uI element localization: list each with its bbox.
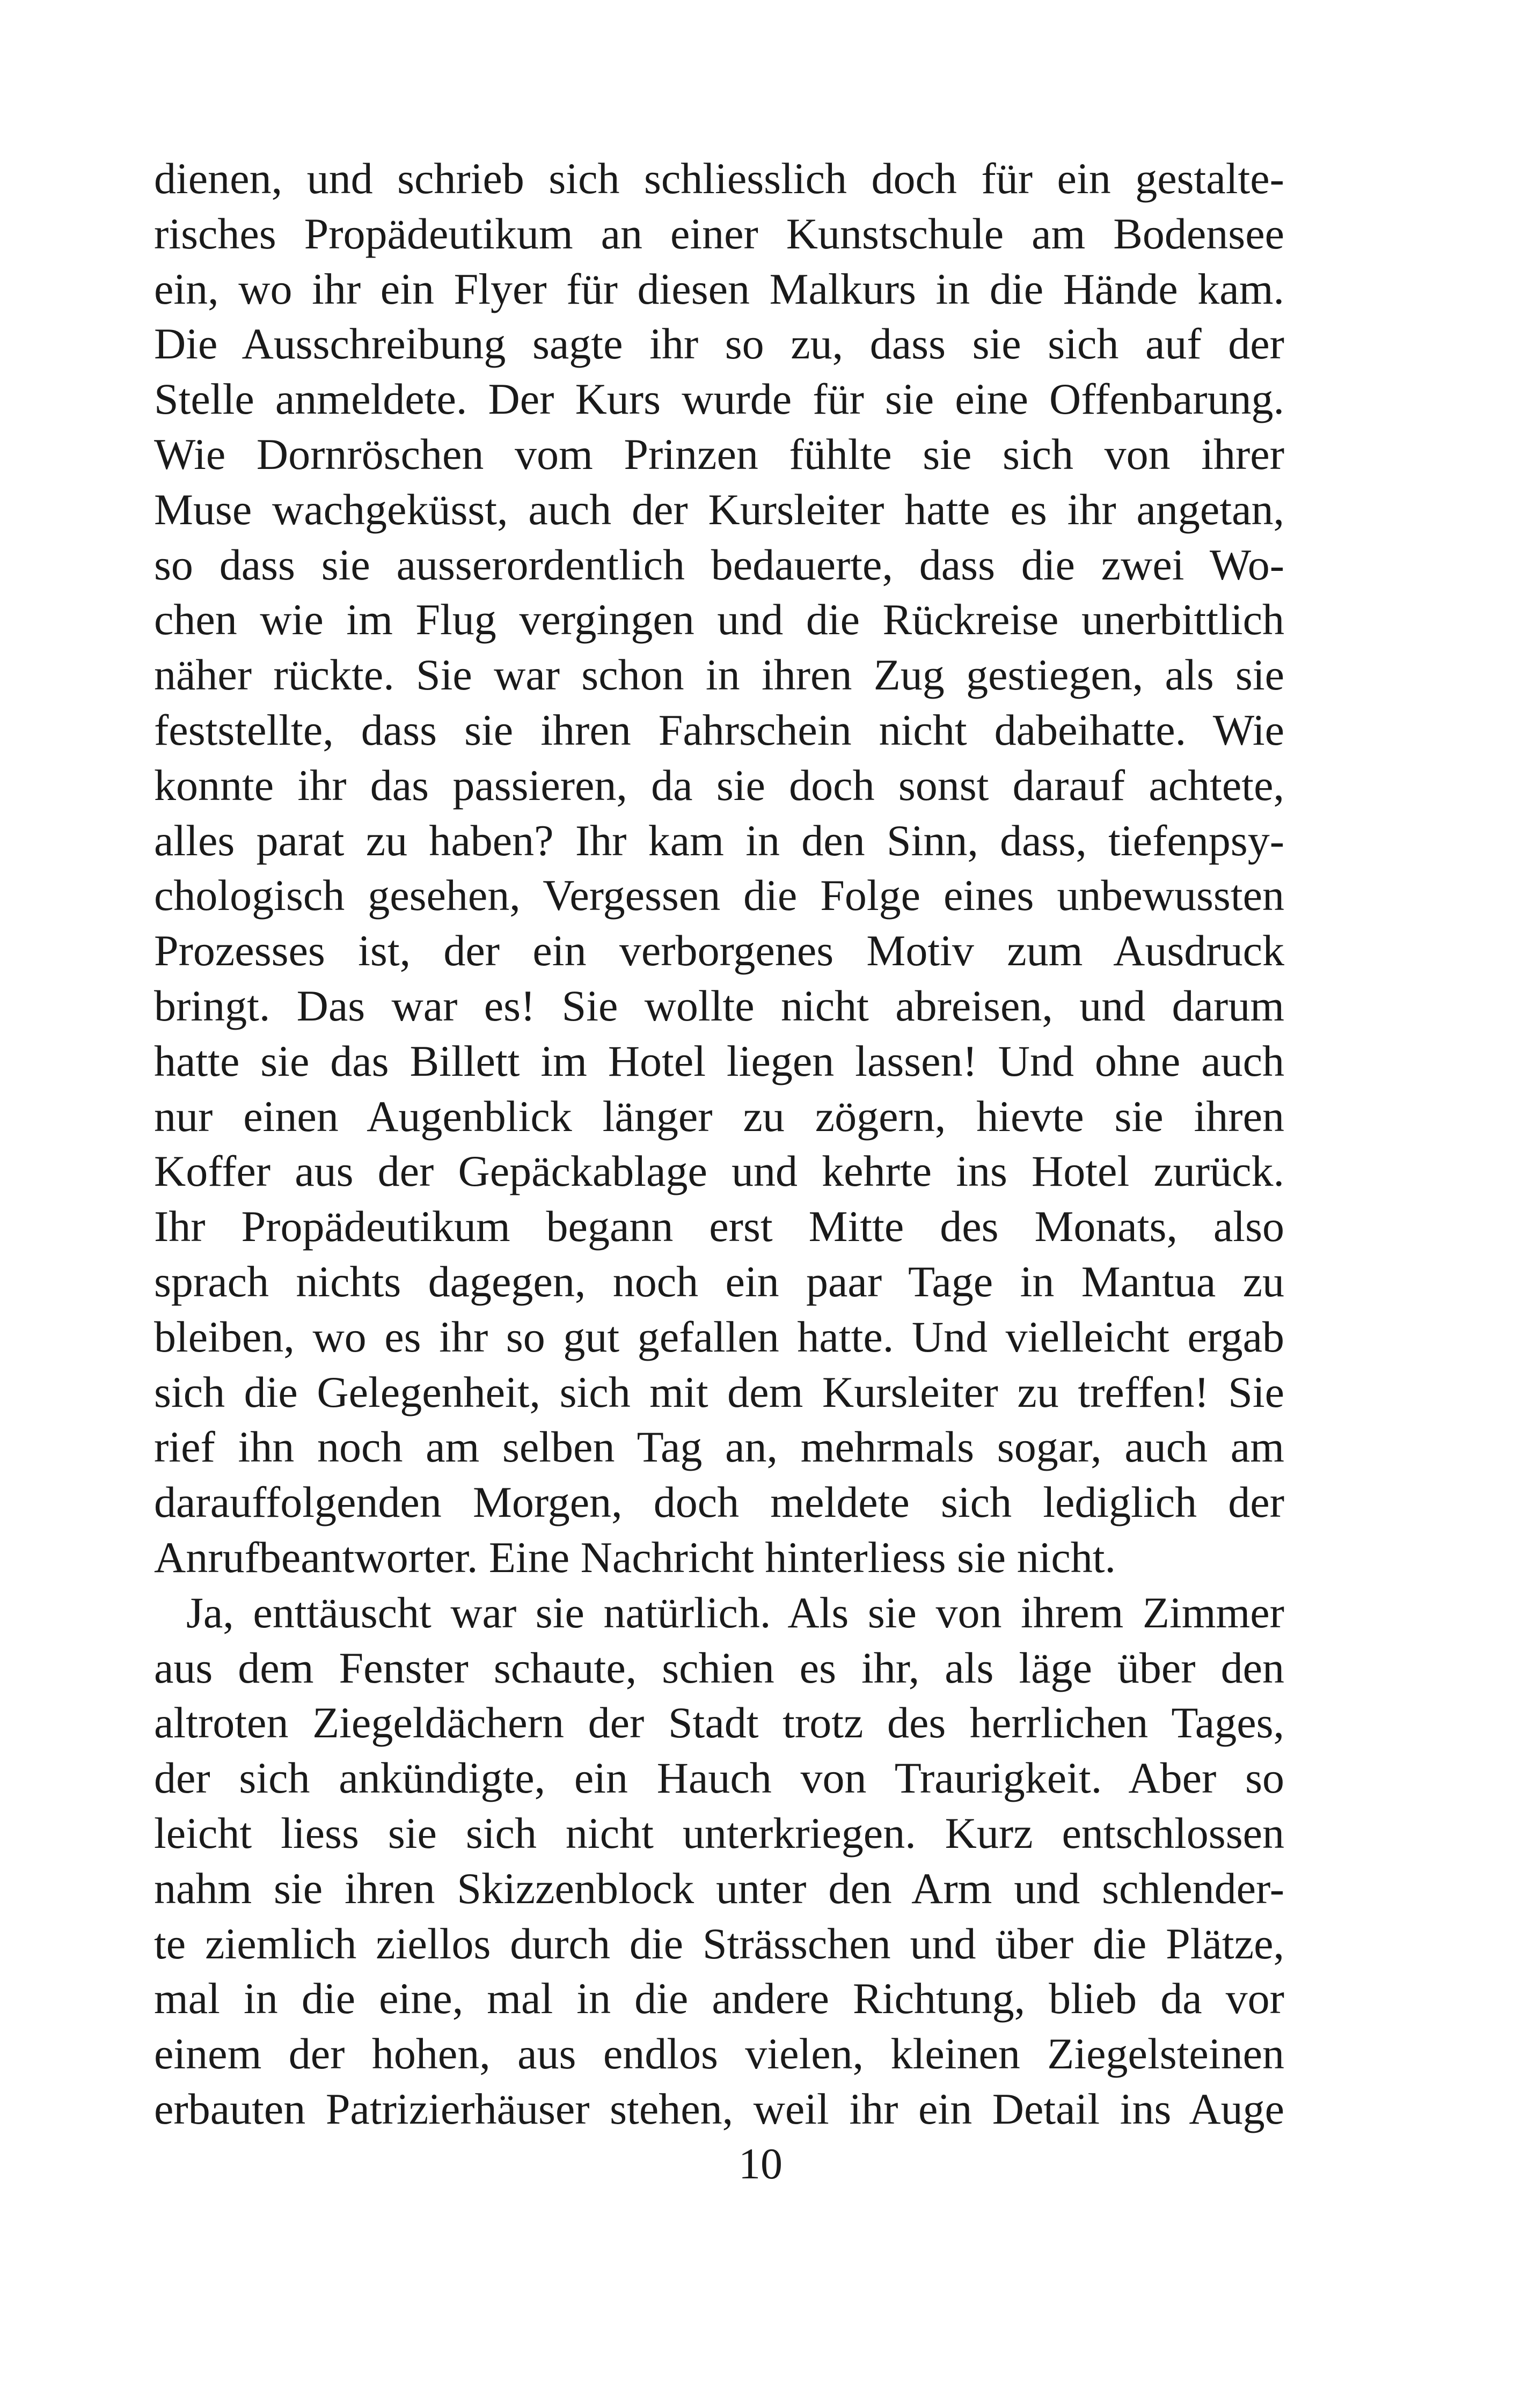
paragraph-1 xyxy=(154,151,1284,1585)
text-line: Ihr Propädeutikum begann erst Mitte des Monats, also xyxy=(154,1202,1284,1251)
text-line: feststellte, dass sie ihren Fahrschein nicht dabeihatte. Wie xyxy=(154,705,1284,754)
text-line: altroten Ziegeldächern der Stadt trotz des herrlichen Tages, xyxy=(154,1698,1284,1748)
text-line: alles parat zu haben? Ihr kam in den Sinn, dass, tiefenpsy- xyxy=(154,816,1284,865)
text-line: erbauten Patrizierhäuser stehen, weil ihr ein Detail ins Auge xyxy=(154,2084,1284,2133)
text-line: chologisch gesehen, Vergessen die Folge eines unbewussten xyxy=(154,871,1284,920)
text-line: chen wie im Flug vergingen und die Rückreise unerbittlich xyxy=(154,595,1284,644)
paragraph-2 xyxy=(154,1585,1284,2137)
text-line: konnte ihr das passieren, da sie doch sonst darauf achtete, xyxy=(154,760,1284,810)
text-line: ein, wo ihr ein Flyer für diesen Malkurs in die Hände kam. xyxy=(154,264,1284,313)
text-line: Muse wachgeküsst, auch der Kursleiter hatte es ihr angetan, xyxy=(154,484,1284,534)
text-line: näher rückte. Sie war schon in ihren Zug gestiegen, als sie xyxy=(154,650,1284,700)
text-line: rief ihn noch am selben Tag an, mehrmals sogar, auch am xyxy=(154,1422,1284,1472)
text-line: einem der hohen, aus endlos vielen, kleinen Ziegelsteinen xyxy=(154,2029,1284,2079)
body-text xyxy=(154,151,1284,2137)
text-line: Ja, enttäuscht war sie natürlich. Als sie von ihrem Zimmer xyxy=(186,1588,1284,1637)
text-line: der sich ankündigte, ein Hauch von Traurigkeit. Aber so xyxy=(154,1753,1284,1803)
text-line: darauffolgenden Morgen, doch meldete sich lediglich der xyxy=(154,1478,1284,1527)
text-line: Die Ausschreibung sagte ihr so zu, dass sie sich auf der xyxy=(154,319,1284,369)
text-line: Wie Dornröschen vom Prinzen fühlte sie sich von ihrer xyxy=(154,429,1284,479)
text-line: nur einen Augenblick länger zu zögern, hievte sie ihren xyxy=(154,1091,1284,1141)
text-line: Koffer aus der Gepäckablage und kehrte ins Hotel zurück. xyxy=(154,1147,1284,1196)
text-line: bringt. Das war es! Sie wollte nicht abreisen, und darum xyxy=(154,981,1284,1030)
text-line: leicht liess sie sich nicht unterkriegen. Kurz entschlossen xyxy=(154,1808,1284,1858)
text-line: risches Propädeutikum an einer Kunstschule am Bodensee xyxy=(154,209,1284,258)
text-line: dienen, und schrieb sich schliesslich doch für ein gestalte- xyxy=(154,154,1284,203)
text-line: sich die Gelegenheit, sich mit dem Kursleiter zu treffen! Sie xyxy=(154,1367,1284,1416)
text-line: aus dem Fenster schaute, schien es ihr, als läge über den xyxy=(154,1643,1284,1692)
text-line: nahm sie ihren Skizzenblock unter den Arm und schlender- xyxy=(154,1863,1284,1913)
text-line: mal in die eine, mal in die andere Richtung, blieb da vor xyxy=(154,1974,1284,2023)
text-line: Prozesses ist, der ein verborgenes Motiv zum Ausdruck xyxy=(154,926,1284,975)
text-line: Anrufbeantworter. Eine Nachricht hinterliess sie nicht. xyxy=(154,1532,1116,1582)
text-line: te ziemlich ziellos durch die Strässchen und über die Plätze, xyxy=(154,1919,1284,1968)
text-line: hatte sie das Billett im Hotel liegen lassen! Und ohne auch xyxy=(154,1036,1284,1085)
text-line: Stelle anmeldete. Der Kurs wurde für sie eine Offenbarung. xyxy=(154,375,1284,424)
text-line: sprach nichts dagegen, noch ein paar Tage in Mantua zu xyxy=(154,1257,1284,1306)
text-line: so dass sie ausserordentlich bedauerte, dass die zwei Wo- xyxy=(154,540,1284,589)
page-number: 10 xyxy=(738,2139,783,2188)
text-line: bleiben, wo es ihr so gut gefallen hatte. Und vielleicht ergab xyxy=(154,1312,1284,1361)
